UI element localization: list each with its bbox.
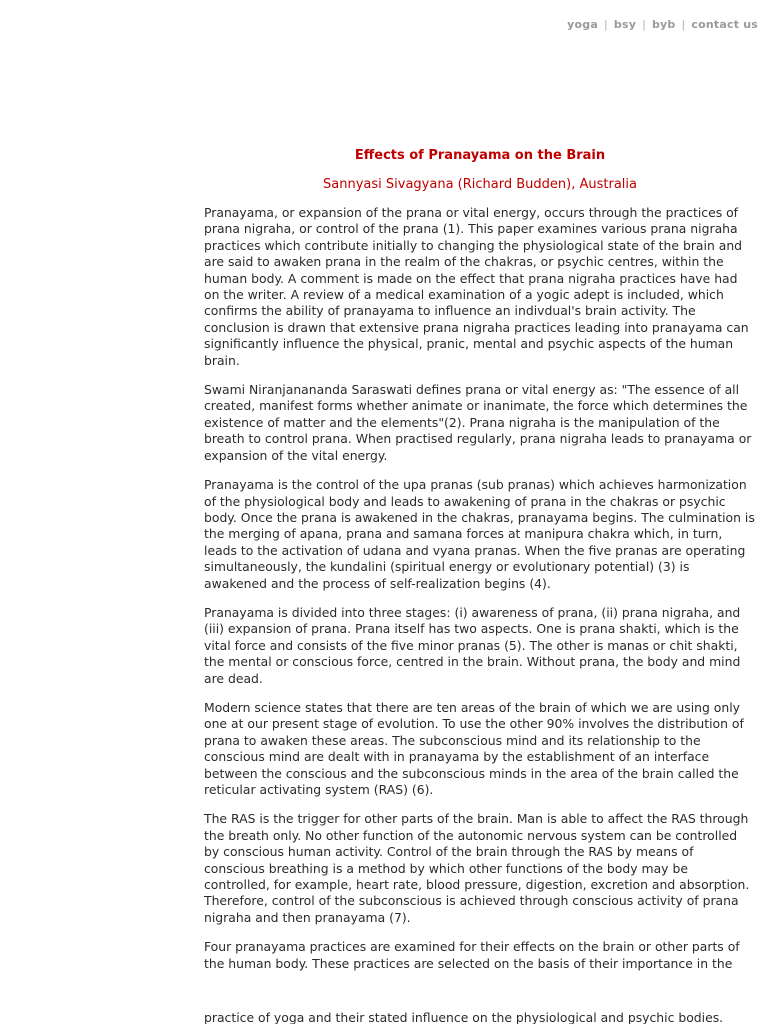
article-title: Effects of Pranayama on the Brain xyxy=(354,148,606,163)
nav-separator: | xyxy=(603,18,608,31)
nav-link-contact-us[interactable]: contact us xyxy=(691,18,758,31)
nav-link-yoga[interactable]: yoga xyxy=(567,18,598,31)
nav-separator: | xyxy=(681,18,686,31)
nav-separator: | xyxy=(642,18,646,31)
article-continuation: practice of yoga and their stated influence on the physiological and psychic bodies. xyxy=(204,1010,724,1024)
article-paragraph: Pranayama, or expansion of the prana or vital energy, occurs through the practices of prana nigraha, or control of the prana (1). This paper examines various prana nigraha practices which contribute initially to changing the physiological state of the brain and are said to awaken prana in the realm of the chakras, or psychic centres, within the human body. A comment is made on the effect that prana nigraha practices have had on the writer. A review of a medical examination of a yogic adept is included, which confirms the ability of pranayama to influence an indivdual's brain activity. The conclusion is drawn that extensive prana nigraha practices leading into pranayama can significantly influence the physical, pranic, mental and psychic aspects of the human brain. xyxy=(204,205,749,368)
article-body xyxy=(204,205,756,972)
top-navigation xyxy=(567,18,758,31)
article-paragraph: Modern science states that there are ten areas of the brain of which we are using only one at our present stage of evolution. To use the other 90% involves the distribution of prana to awaken these areas. The subconscious mind and its relationship to the conscious mind are dealt with in pranayama by the establishment of an interface between the conscious and the subconscious minds in the area of the brain called the reticular activating system (RAS) (6). xyxy=(204,699,744,797)
article-paragraph: Pranayama is the control of the upa pranas (sub pranas) which achieves harmonization of the physiological body and leads to awakening of prana in the chakras or psychic body. Once the prana is awakened in the chakras, pranayama begins. The culmination is the merging of apana, prana and samana forces at manipura chakra which, in turn, leads to the activation of udana and vyana pranas. When the five pranas are operating simultaneously, the kundalini (spiritual energy or evolutionary potential) (3) is awakened and the process of self-realization begins (4). xyxy=(204,477,755,591)
nav-link-byb[interactable]: byb xyxy=(651,18,676,31)
article-byline: Sannyasi Sivagyana (Richard Budden), Australia xyxy=(323,177,637,192)
article-paragraph: Swami Niranjanananda Saraswati defines prana or vital energy as: "The essence of all created, manifest forms whether animate or inanimate, the force which determines the existence of matter and the elements"(2). Prana nigraha is the manipulation of the breath to control prana. When practised regularly, prana nigraha leads to pranayama or expansion of the vital energy. xyxy=(204,382,752,463)
article-paragraph: Pranayama is divided into three stages: (i) awareness of prana, (ii) prana nigraha, and (iii) expansion of prana. Prana itself has two aspects. One is prana shakti, which is the vital force and consists of the five minor pranas (5). The other is manas or chit shakti, the mental or conscious force, centred in the brain. Without prana, the body and mind are dead. xyxy=(204,604,741,686)
article-paragraph: Four pranayama practices are examined for their effects on the brain or other parts of the human body. These practices are selected on the basis of their importance in the xyxy=(204,939,740,971)
nav-link-bsy[interactable]: bsy xyxy=(613,18,637,31)
article-paragraph: The RAS is the trigger for other parts of the brain. Man is able to affect the RAS through the breath only. No other function of the autonomic nervous system can be controlled by conscious human activity. Control of the brain through the RAS by means of conscious breathing is a method by which other functions of the body may be controlled, for example, heart rate, blood pressure, digestion, excretion and absorption. Therefore, control of the subconscious is achieved through conscious activity of prana nigraha and then pranayama (7). xyxy=(204,811,750,925)
